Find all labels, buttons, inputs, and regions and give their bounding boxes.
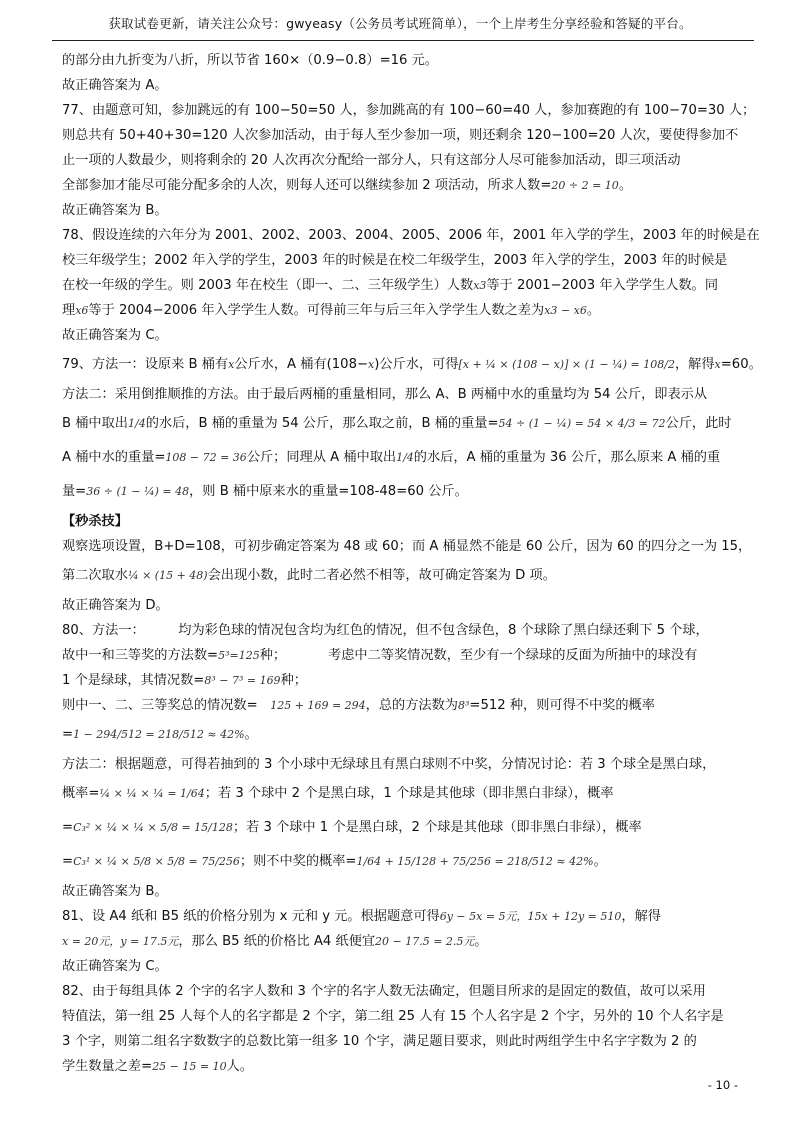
q80-line: 概率=¼ × ¼ × ¼ = 1/64；若 3 个球中 2 个是黑白球，1 个球是其他球（即非黑白非绿），概率 [62,786,614,801]
math-formula: C₃² × ¼ × ¼ × 5/8 = 15/128 [73,821,233,834]
q79-line: 方法二：采用倒推顺推的方法。由于最后两桶的重量相同，那么 A、B 两桶中水的重量均为 54 公斤，即表示从 [62,387,708,402]
q80-line: 方法二：根据题意，可得若抽到的 3 个小球中无绿球且有黑白球则不中奖，分情况讨论：若 3 个球全是黑白球， [62,757,716,772]
math-formula: 108 − 72 = 36 [165,451,247,464]
q78-line: 理x6等于 2004−2006 年入学学生人数。可得前三年与后三年入学学生人数之差为x3 − x6。 [62,303,601,318]
math-formula: x3 − x6 [544,304,587,317]
q82-line: 3 个字，则第二组名字数数字的总数比第一组多 10 个字，满足题目要求，则此时两组学生中名字字数为 2 的 [62,1034,697,1049]
q79-line: A 桶中水的重量=108 − 72 = 36公斤；同理从 A 桶中取出1/4的水后，A 桶的重量为 36 公斤，那么原来 A 桶的重 [62,450,721,465]
math-formula: x = 20元，y = 17.5元 [62,935,179,948]
math-formula: ¼ × ¼ × ¼ = 1/64 [99,787,205,800]
q79-line: 79、方法一：设原来 B 桶有x公斤水，A 桶有(108−x)公斤水，可得[x + ¼ × (108 − x)] × (1 − ¼) = 108/2，解得x=60。 [62,357,762,372]
math-formula: 54 ÷ (1 − ¼) = 54 × 4/3 = 72 [498,417,666,430]
q80-line: 80、方法一： 均为彩色球的情况包含均为红色的情况，但不包含绿色，8 个球除了黑白绿还剩下 5 个球， [62,623,709,638]
page-body [62,48,762,1079]
math-formula: 1/4 [396,451,414,464]
q82-line: 学生数量之差=25 − 15 = 10人。 [62,1059,253,1074]
q79-line: 量=36 ÷ (1 − ¼) = 48，则 B 桶中原来水的重量=108-48=60 公斤。 [62,484,468,499]
q81-line: x = 20元，y = 17.5元，那么 B5 纸的价格比 A4 纸便宜20 − 17.5 = 2.5元。 [62,934,488,949]
q81-line: 81、设 A4 纸和 B5 纸的价格分别为 x 元和 y 元。根据题意可得6y − 5x = 5元，15x + 12y = 510，解得 [62,909,661,924]
math-formula: 25 − 15 = 10 [152,1060,227,1073]
q77-line: 77、由题意可知，参加跳远的有 100−50=50 人，参加跳高的有 100−60=40 人，参加赛跑的有 100−70=30 人； [62,103,756,118]
math-formula: [x + ¼ × (108 − x)] × (1 − ¼) = 108/2 [458,358,675,371]
page-header: 获取试卷更新，请关注公众号：gwyeasy（公务员考试班简单），一个上岸考生分享经验和答疑的平台。 [108,16,692,31]
answer-line: 故正确答案为 A。 [62,78,168,93]
q80-line: =C₃¹ × ¼ × 5/8 × 5/8 = 75/256；则不中奖的概率=1/64 + 15/128 + 75/256 = 218/512 ≈ 42%。 [62,854,607,869]
q78-line: 校三年级学生；2002 年入学的学生，2003 年的时候是在校二年级学生，2003 年入学的学生，2003 年的时候是 [62,253,728,268]
math-formula: 125 + 169 = 294 [270,699,366,712]
q78-line: 78、假设连续的六年分为 2001、2002、2003、2004、2005、2006 年，2001 年入学的学生，2003 年的时候是在 [62,228,760,243]
math-formula: 8³ [457,699,470,712]
q82-line: 特值法，第一组 25 人每个人的名字都是 2 个字，第二组 25 人有 15 个人名字是 2 个字，另外的 10 个人名字是 [62,1009,724,1024]
math-formula: 5³=125 [218,649,260,662]
q80-line: 则中一、二、三等奖总的情况数= 125 + 169 = 294，总的方法数为8³=512 种，则可得不中奖的概率 [62,698,655,713]
math-formula: 8³ − 7³ = 169 [204,674,281,687]
math-formula: C₃¹ × ¼ × 5/8 × 5/8 = 75/256 [73,855,240,868]
q79-line: 第二次取水¼ × (15 + 48)会出现小数，此时二者必然不相等，故可确定答案为 D 项。 [62,568,556,583]
q77-line: 止一项的人数最少，则将剩余的 20 人次再次分配给一部分人，只有这部分人尽可能参加活动，即三项活动 [62,153,681,168]
answer-line: 故正确答案为 B。 [62,203,168,218]
math-formula: x6 [75,304,89,317]
page-number: - 10 - [707,1078,738,1092]
text-line: 的部分由九折变为八折，所以节省 160×（0.9−0.8）=16 元。 [62,53,438,68]
math-formula: x3 [473,279,487,292]
answer-line: 故正确答案为 C。 [62,959,168,974]
q79-line: 观察选项设置，B+D=108，可初步确定答案为 48 或 60；而 A 桶显然不能是 60 公斤，因为 60 的四分之一为 15， [62,539,752,554]
math-formula: 1 − 294/512 = 218/512 ≈ 42% [73,728,245,741]
math-formula: 20 ÷ 2 = 10 [551,179,619,192]
math-formula: 36 ÷ (1 − ¼) = 48 [86,485,190,498]
q82-line: 82、由于每组具体 2 个字的名字人数和 3 个字的名字人数无法确定，但题目所求的是固定的数值，故可以采用 [62,984,706,999]
q79-line: B 桶中取出1/4的水后，B 桶的重量为 54 公斤，那么取之前，B 桶的重量=54 ÷ (1 − ¼) = 54 × 4/3 = 72公斤，此时 [62,416,732,431]
math-formula: 6y − 5x = 5元，15x + 12y = 510 [439,910,622,923]
math-formula: ¼ × (15 + 48) [127,569,208,582]
answer-line: 故正确答案为 B。 [62,884,168,899]
math-formula: 1/64 + 15/128 + 75/256 = 218/512 ≈ 42% [356,855,594,868]
q80-line: =1 − 294/512 = 218/512 ≈ 42%。 [62,727,258,742]
q80-line: 故中一和三等奖的方法数=5³=125种； 考虑中二等奖情况数，至少有一个绿球的反面为所抽中的球没有 [62,648,698,663]
q80-line: 1 个是绿球，其情况数=8³ − 7³ = 169种； [62,673,307,688]
q80-line: =C₃² × ¼ × ¼ × 5/8 = 15/128；若 3 个球中 1 个是黑白球，2 个球是其他球（即非黑白非绿），概率 [62,820,642,835]
q78-line: 在校一年级的学生。则 2003 年在校生（即一、二、三年级学生）人数x3等于 2001−2003 年入学学生人数。同 [62,278,719,293]
math-formula: 1/4 [128,417,146,430]
section-heading: 【秒杀技】 [62,514,128,529]
q77-line: 则总共有 50+40+30=120 人次参加活动，由于每人至少参加一项，则还剩余 120−100=20 人次，要使得参加不 [62,128,739,143]
q77-line: 全部参加才能尽可能分配多余的人次，则每人还可以继续参加 2 项活动，所求人数=20 ÷ 2 = 10。 [62,178,632,193]
answer-line: 故正确答案为 C。 [62,328,168,343]
math-formula: 20 − 17.5 = 2.5元 [375,935,475,948]
answer-line: 故正确答案为 D。 [62,598,169,613]
header-divider [52,40,754,41]
